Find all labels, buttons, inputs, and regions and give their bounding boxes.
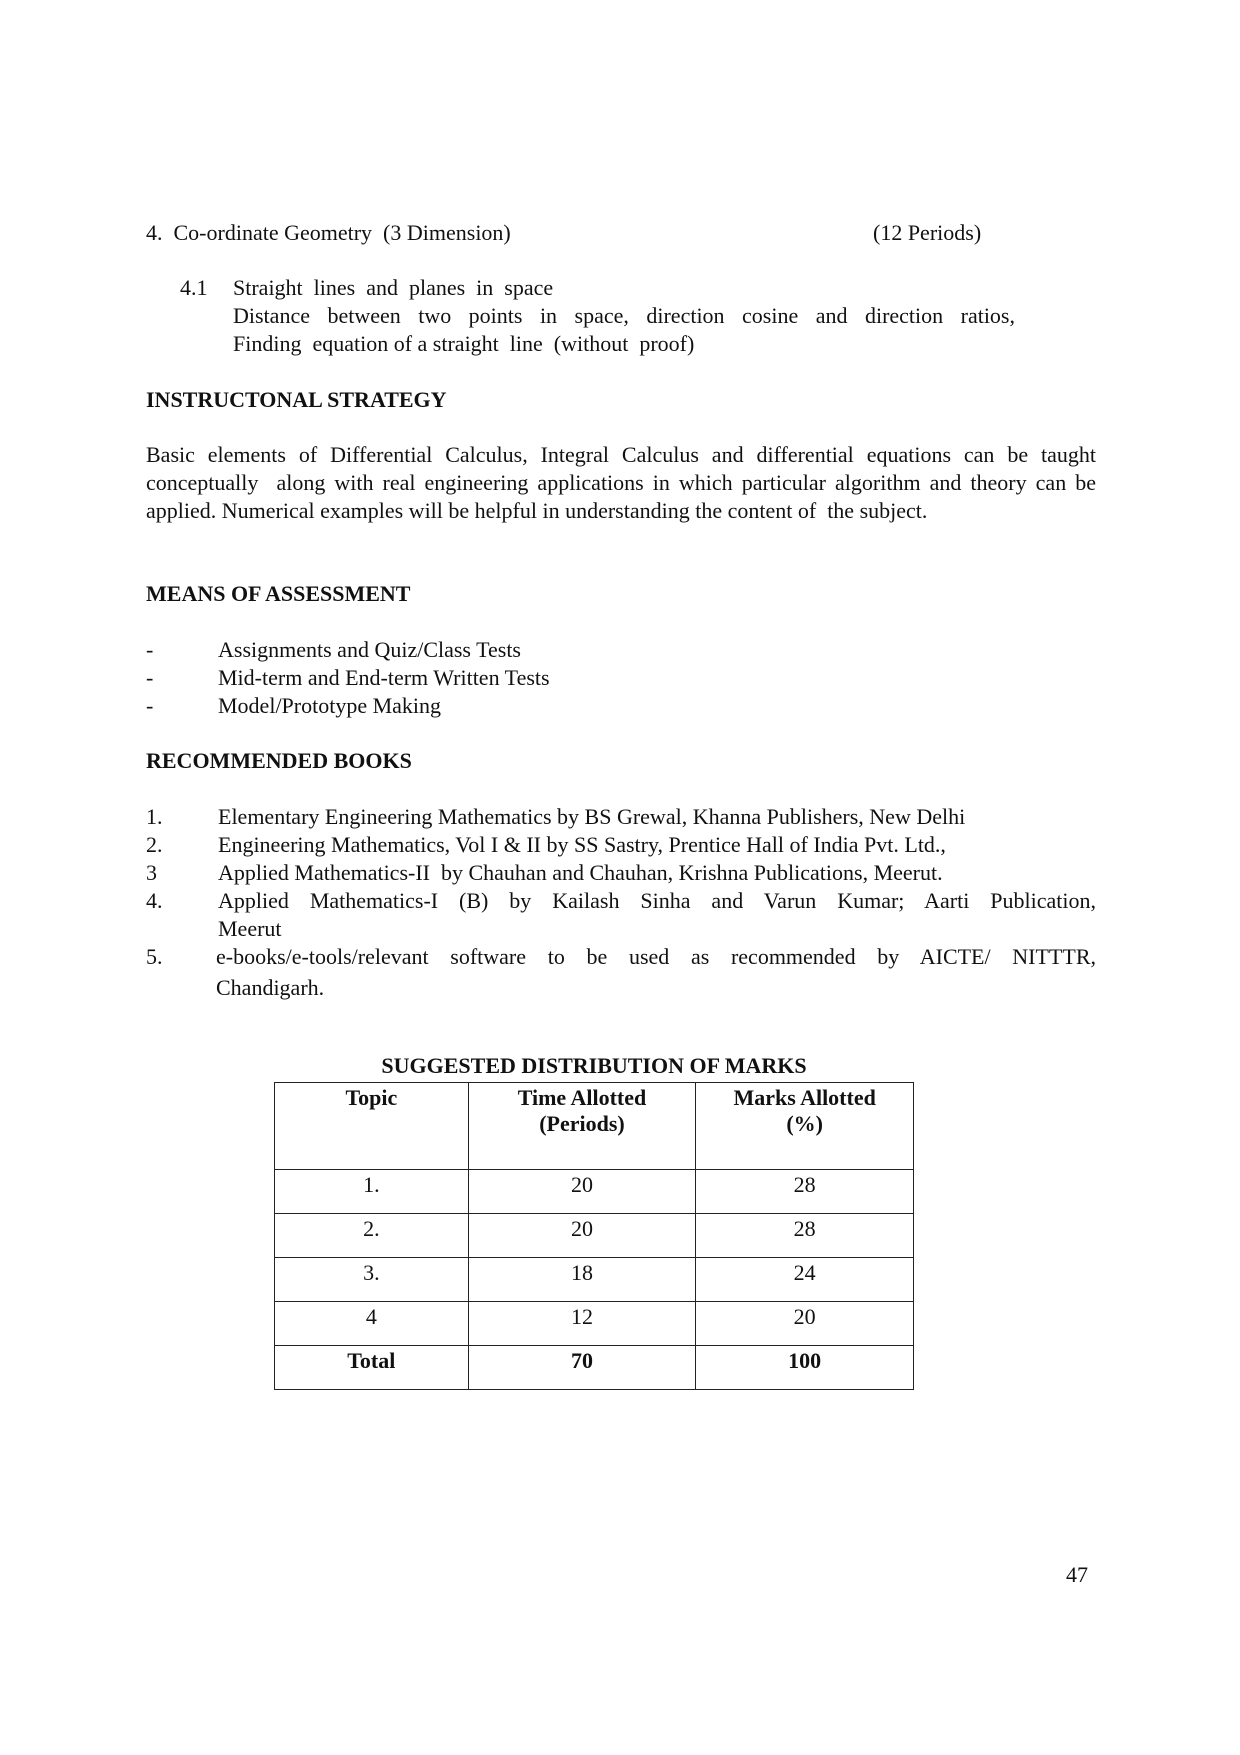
- book-text-line-1: Applied Mathematics-I (B) by Kailash Sinha and Varun Kumar; Aarti Publication,: [218, 888, 1096, 913]
- table-row: [275, 1170, 914, 1214]
- table-row: [275, 1302, 914, 1346]
- cell-marks: 28: [696, 1214, 914, 1258]
- assessment-item-text: Model/Prototype Making: [218, 693, 442, 718]
- book-text-line-1: e-books/e-tools/relevant software to be used as recommended by AICTE/ NITTTR,: [216, 944, 1096, 969]
- subsection-number: 4.1: [180, 275, 208, 300]
- assessment-item-text: Mid-term and End-term Written Tests: [218, 665, 550, 690]
- header-time: [468, 1083, 696, 1170]
- bullet-dash: -: [146, 665, 154, 690]
- cell-time: 12: [468, 1302, 696, 1346]
- book-text-line-2: Meerut: [218, 916, 282, 941]
- book-number: 5.: [146, 944, 163, 969]
- header-marks-unit: (%): [786, 1111, 823, 1136]
- table-header-row: [275, 1083, 914, 1170]
- cell-marks: 28: [696, 1170, 914, 1214]
- subsection-title: Straight lines and planes in space: [233, 275, 554, 300]
- subsection-line-2: Finding equation of a straight line (without proof): [233, 331, 695, 356]
- cell-time: 20: [468, 1170, 696, 1214]
- cell-total-label: Total: [275, 1346, 469, 1390]
- header-topic-label: Topic: [345, 1085, 398, 1110]
- instructional-paragraph: Basic elements of Differential Calculus, Integral Calculus and differential equations can be taught conceptually along with real engineering applications in which particular algorithm and theory can be applied. Numerical examples will be helpful in understanding the content of the subject.: [146, 442, 1096, 523]
- header-marks-label: Marks Allotted: [733, 1085, 876, 1110]
- bullet-dash: -: [146, 637, 154, 662]
- section-title: 4. Co-ordinate Geometry (3 Dimension): [146, 220, 511, 245]
- book-number: 2.: [146, 832, 163, 857]
- header-topic: [275, 1083, 469, 1170]
- cell-topic: 1.: [275, 1170, 469, 1214]
- section-periods: (12 Periods): [873, 220, 982, 245]
- book-number: 3: [146, 860, 157, 885]
- books-heading: RECOMMENDED BOOKS: [146, 748, 412, 773]
- assessment-heading: MEANS OF ASSESSMENT: [146, 581, 411, 606]
- cell-marks: 24: [696, 1258, 914, 1302]
- cell-time: 18: [468, 1258, 696, 1302]
- book-number: 1.: [146, 804, 163, 829]
- book-text: Applied Mathematics-II by Chauhan and Chauhan, Krishna Publications, Meerut.: [218, 860, 943, 885]
- table-total-row: [275, 1346, 914, 1390]
- header-time-label: Time Allotted: [517, 1085, 647, 1110]
- book-text: Engineering Mathematics, Vol I & II by SS Sastry, Prentice Hall of India Pvt. Ltd.,: [218, 832, 946, 857]
- cell-total-marks: 100: [696, 1346, 914, 1390]
- assessment-item-text: Assignments and Quiz/Class Tests: [218, 637, 521, 662]
- book-number: 4.: [146, 888, 163, 913]
- cell-total-time: 70: [468, 1346, 696, 1390]
- cell-topic: 2.: [275, 1214, 469, 1258]
- header-time-unit: (Periods): [539, 1111, 625, 1136]
- instructional-heading: INSTRUCTONAL STRATEGY: [146, 387, 447, 412]
- cell-marks: 20: [696, 1302, 914, 1346]
- cell-topic: 3.: [275, 1258, 469, 1302]
- section-heading: [146, 219, 511, 247]
- header-marks: [696, 1083, 914, 1170]
- table-row: [275, 1258, 914, 1302]
- table-title: SUGGESTED DISTRIBUTION OF MARKS: [381, 1053, 807, 1078]
- book-text: Elementary Engineering Mathematics by BS Grewal, Khanna Publishers, New Delhi: [218, 804, 966, 829]
- page-number: 47: [1066, 1562, 1088, 1587]
- bullet-dash: -: [146, 693, 154, 718]
- subsection-line-1: Distance between two points in space, direction cosine and direction ratios,: [233, 303, 1015, 328]
- book-text-line-2: Chandigarh.: [216, 975, 325, 1000]
- table-row: [275, 1214, 914, 1258]
- cell-time: 20: [468, 1214, 696, 1258]
- marks-table: [274, 1082, 914, 1390]
- cell-topic: 4: [275, 1302, 469, 1346]
